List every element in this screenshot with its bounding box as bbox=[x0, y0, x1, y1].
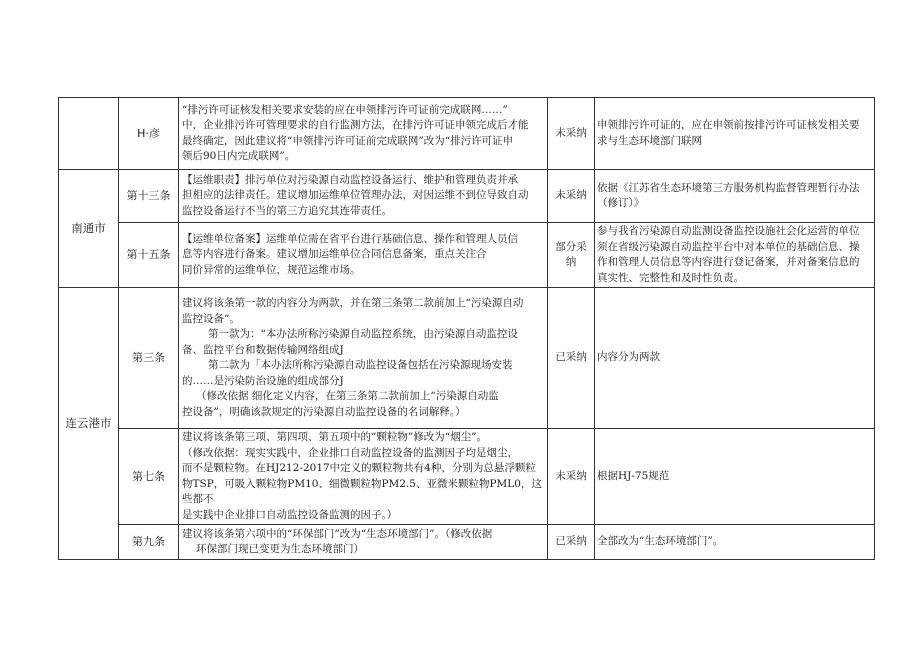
suggestion-cell bbox=[179, 223, 548, 288]
city-cell bbox=[59, 98, 119, 170]
reason-line: 内容分为两款 bbox=[597, 351, 660, 364]
suggestion-line: （修改依据：现实实践中，企业排口自动监控设备的监测因子均是烟尘， bbox=[182, 446, 518, 459]
reason-line: 依据《江苏省生态环境第三方服务机构监督管理暂行办法 bbox=[597, 181, 860, 194]
article-cell: 第九条 bbox=[119, 525, 179, 560]
feedback-table bbox=[58, 97, 875, 560]
suggestion-line: 【运维职责】排污单位对污染源自动监控设备运行、维护和管理负责并承 bbox=[182, 173, 518, 186]
suggestion-cell bbox=[179, 170, 548, 223]
suggestion-line: 第二款为「本办法所称污染源自动监控设备包括在污染源现场安装 bbox=[208, 359, 513, 371]
suggestion-line: 领后90日内完成联网”。 bbox=[182, 150, 296, 162]
reason-cell bbox=[595, 429, 875, 525]
suggestion-cell bbox=[179, 429, 548, 525]
suggestion-line: “排污许可证核发相关要求安装的应在申领排污许可证前完成联网……” bbox=[182, 103, 508, 116]
suggestion-cell bbox=[179, 98, 548, 170]
article-cell: 第三条 bbox=[119, 288, 179, 429]
article-cell: 第十三条 bbox=[119, 170, 179, 223]
suggestion-line: 的……是污染防治设施的组成部分J bbox=[182, 374, 344, 387]
suggestion-line: 建议将该条第三项、第四项、第五项中的“颗粒物”修改为“烟尘”。 bbox=[182, 431, 487, 443]
suggestion-line: 是实践中企业排口自动监控设备监测的因子。） bbox=[182, 508, 398, 521]
suggestion-line: 监控设备运行不当的第三方追究其连带责任。 bbox=[182, 204, 392, 217]
city-cell: 连云港市 bbox=[59, 288, 119, 560]
suggestion-line: 同价异常的运维单位，规范运维市场。 bbox=[182, 263, 361, 276]
suggestion-line: 环保部门现已变更为生态环境部门） bbox=[196, 543, 364, 555]
suggestion-line: 而不是颗粒物。在HJ212-2017中定义的颗粒物共有4种，分别为总悬浮颗粒 bbox=[182, 462, 536, 474]
suggestion-line: （修改依据 细化定义内容，在第三条第二款前加上“污染源自动监 bbox=[196, 390, 499, 402]
suggestion-line: 建议将该条第六项中的“环保部门”改为“生态环境部门”。（修改依据 bbox=[182, 527, 493, 540]
reason-line: 申领排污许可证的，应在申领前按排污许可证核发相关要 bbox=[597, 119, 860, 131]
suggestion-line: 担相应的法律责任。建议增加运维单位管理办法，对因运维不到位导致自动 bbox=[182, 189, 529, 202]
reason-line: 根据HJ-75规范 bbox=[597, 469, 670, 482]
status-cell: 未采纳 bbox=[548, 98, 595, 170]
suggestion-line: 建议将该条第一款的内容分为两款，并在第三条第二款前加上“污染源自动 bbox=[182, 297, 524, 309]
suggestion-cell bbox=[179, 288, 548, 429]
table-row bbox=[59, 223, 875, 288]
reason-line: 全部改为“生态环境部门”。 bbox=[597, 535, 724, 548]
reason-line: 须在省级污染源自动监控平台中对本单位的基础信息、操 bbox=[597, 240, 860, 253]
suggestion-line: 第一款为：“本办法所称污染源自动监控系统，由污染源自动监控设 bbox=[208, 328, 518, 340]
suggestion-line: 物TSP，可吸入颗粒物PM10、细微颗粒物PM2.5、亚微米颗粒物PML0，这些都不 bbox=[182, 477, 542, 505]
reason-line: 作和管理人员信息等内容进行登记备案，并对备案信息的 bbox=[597, 256, 860, 268]
table-row bbox=[59, 429, 875, 525]
table-row bbox=[59, 288, 875, 429]
table-row bbox=[59, 170, 875, 223]
status-cell: 未采纳 bbox=[548, 170, 595, 223]
reason-line: 参与我省污染源自动监测设备监控设施社会化运营的单位 bbox=[597, 225, 860, 237]
article-cell: 第十五条 bbox=[119, 223, 179, 288]
reason-cell bbox=[595, 98, 875, 170]
reason-cell bbox=[595, 525, 875, 560]
suggestion-line: 控设备”，明确该款规定的污染源自动监控设备的名词解释。） bbox=[182, 405, 466, 418]
suggestion-line: 最终确定，因此建议将“申领排污许可证前完成联网”改为“排污许可证申 bbox=[182, 134, 514, 147]
suggestion-line: 中，企业排污许可管理要求的自行监测方法，在排污许可证申领完成后才能 bbox=[182, 119, 529, 131]
reason-cell bbox=[595, 170, 875, 223]
status-cell: 未采纳 bbox=[548, 429, 595, 525]
reason-line: （修订）》 bbox=[597, 197, 645, 209]
suggestion-cell bbox=[179, 525, 548, 560]
article-cell: H·彦 bbox=[119, 98, 179, 170]
suggestion-line: 监控设备”。 bbox=[182, 312, 240, 325]
suggestion-line: 【运维单位备案】运维单位需在省平台进行基础信息、操作和管理人员信 bbox=[182, 232, 518, 245]
suggestion-line: 息等内容进行备案。建议增加运维单位合同信息备案，重点关注合 bbox=[182, 248, 487, 261]
article-cell: 第七条 bbox=[119, 429, 179, 525]
table-row bbox=[59, 525, 875, 560]
status-cell: 已采纳 bbox=[548, 525, 595, 560]
suggestion-line: 备、监控平台和数据传输网络组成J bbox=[182, 343, 344, 356]
status-cell: 部分采纳 bbox=[548, 223, 595, 288]
city-cell: 南通市 bbox=[59, 170, 119, 288]
table-row bbox=[59, 98, 875, 170]
reason-line: 真实性、完整性和及时性负责。 bbox=[597, 271, 744, 284]
reason-cell bbox=[595, 223, 875, 288]
reason-line: 求与生态环境部门联网 bbox=[597, 134, 702, 147]
reason-cell bbox=[595, 288, 875, 429]
status-cell: 已采纳 bbox=[548, 288, 595, 429]
